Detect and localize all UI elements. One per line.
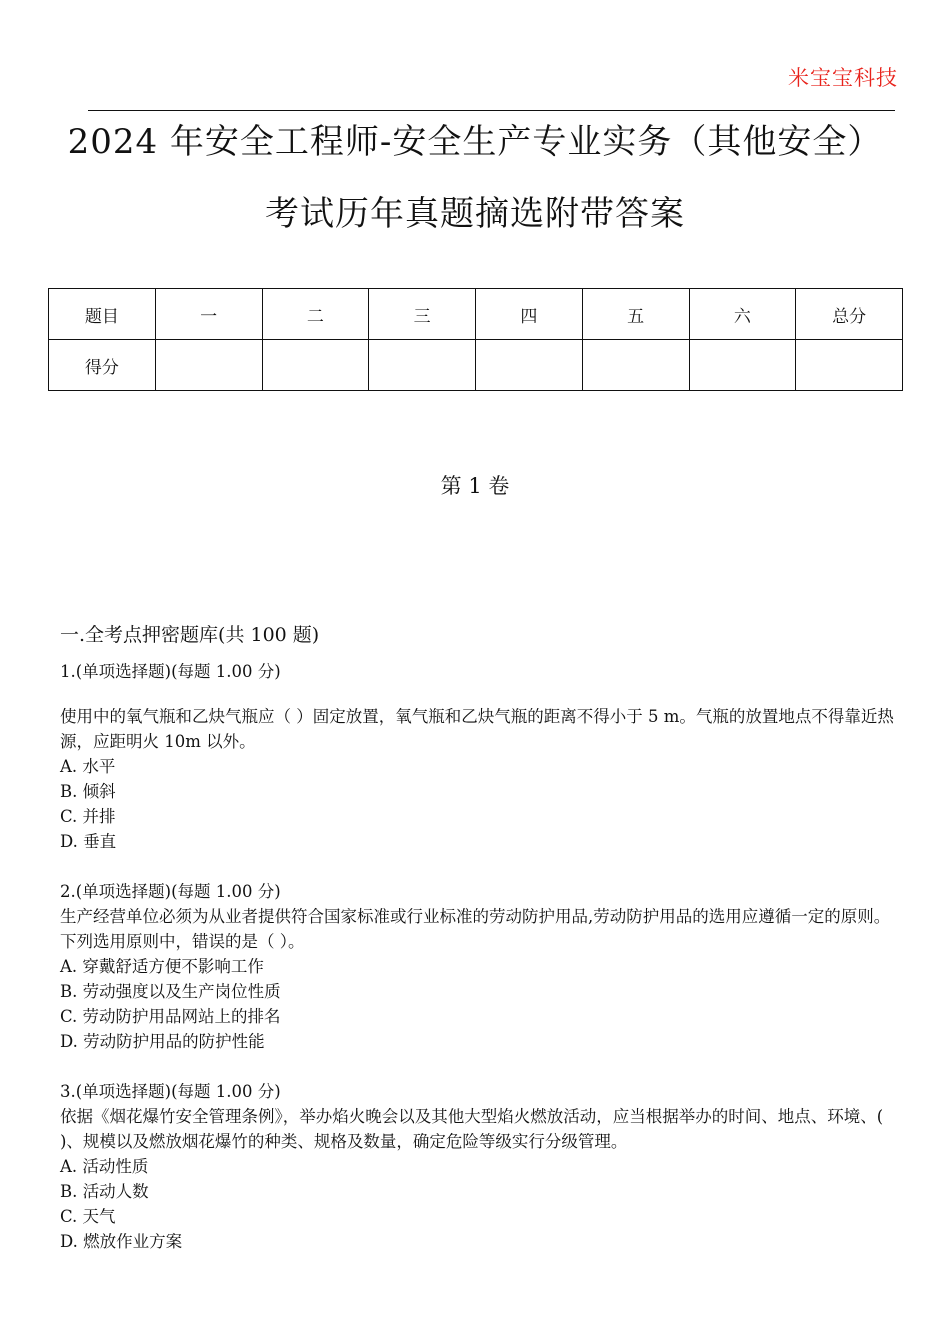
score-cell	[476, 340, 583, 391]
volume-heading: 第 1 卷	[440, 474, 510, 498]
question-option: D. 燃放作业方案	[60, 1232, 183, 1251]
question-item	[60, 1079, 898, 1254]
document-title-line1: 2024 年安全工程师-安全生产专业实务（其他安全）	[67, 122, 883, 162]
question-option: A. 水平	[60, 757, 116, 776]
score-header-cell: 五	[582, 289, 689, 340]
score-header-cell: 题目	[49, 289, 156, 340]
question-option: C. 劳动防护用品网站上的排名	[60, 1007, 281, 1026]
question-meta: 1.(单项选择题)(每题 1.00 分)	[60, 662, 281, 681]
question-option: B. 倾斜	[60, 782, 116, 801]
score-header-cell: 总分	[796, 289, 903, 340]
section-heading: 一.全考点押密题库(共 100 题)	[60, 624, 320, 646]
brand-label: 米宝宝科技	[788, 66, 898, 90]
question-option: B. 劳动强度以及生产岗位性质	[60, 982, 281, 1001]
score-cell	[796, 340, 903, 391]
score-table-header-row	[49, 289, 903, 340]
score-cell	[582, 340, 689, 391]
score-row-label: 得分	[49, 340, 156, 391]
score-table	[48, 288, 903, 391]
question-stem: 使用中的氧气瓶和乙炔气瓶应（ ）固定放置，氧气瓶和乙炔气瓶的距离不得小于 5 m。气瓶的放置地点不得靠近热源，应距明火 10m 以外。	[60, 707, 894, 751]
question-meta: 2.(单项选择题)(每题 1.00 分)	[60, 882, 281, 901]
question-option: A. 穿戴舒适方便不影响工作	[60, 957, 264, 976]
question-option: D. 劳动防护用品的防护性能	[60, 1032, 265, 1051]
question-section	[60, 620, 898, 1254]
question-option: C. 天气	[60, 1207, 116, 1226]
document-title-line2: 考试历年真题摘选附带答案	[265, 194, 685, 234]
question-option: A. 活动性质	[60, 1157, 149, 1176]
question-option: D. 垂直	[60, 832, 117, 851]
score-cell	[155, 340, 262, 391]
score-header-cell: 六	[689, 289, 796, 340]
question-option: C. 并排	[60, 807, 116, 826]
score-header-cell: 二	[262, 289, 369, 340]
question-item	[60, 659, 898, 854]
score-header-cell: 一	[155, 289, 262, 340]
question-option: B. 活动人数	[60, 1182, 149, 1201]
header-rule	[88, 110, 895, 111]
score-table-score-row	[49, 340, 903, 391]
score-cell	[369, 340, 476, 391]
question-stem: 依据《烟花爆竹安全管理条例》，举办焰火晚会以及其他大型焰火燃放活动，应当根据举办的时间、地点、环境、( )、规模以及燃放烟花爆竹的种类、规格及数量，确定危险等级实行分级管理。	[60, 1107, 884, 1151]
question-meta: 3.(单项选择题)(每题 1.00 分)	[60, 1082, 281, 1101]
score-cell	[689, 340, 796, 391]
score-header-cell: 三	[369, 289, 476, 340]
score-header-cell: 四	[476, 289, 583, 340]
question-item	[60, 879, 898, 1054]
score-cell	[262, 340, 369, 391]
question-stem: 生产经营单位必须为从业者提供符合国家标准或行业标准的劳动防护用品,劳动防护用品的选用应遵循一定的原则。下列选用原则中，错误的是（ ）。	[60, 907, 891, 951]
